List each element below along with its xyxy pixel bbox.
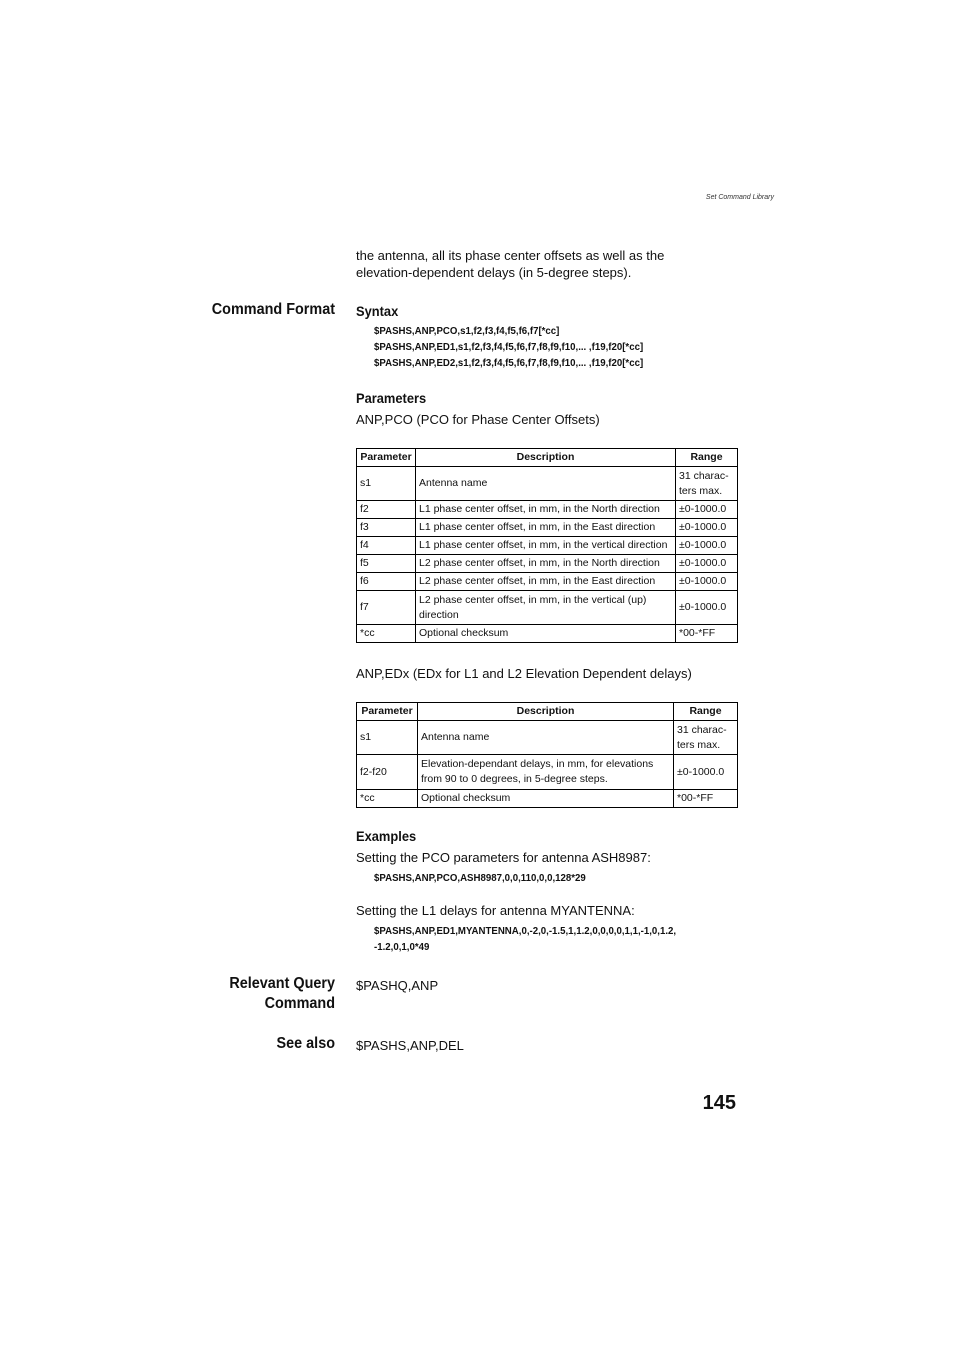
column-header: Parameter <box>357 449 416 467</box>
description-cell: L2 phase center offset, in mm, in the vertical (up) direction <box>416 591 676 625</box>
range-cell: *00-*FF <box>676 625 738 643</box>
param-cell: f2-f20 <box>357 755 418 790</box>
table-row <box>357 755 738 790</box>
range-cell: *00-*FF <box>674 790 738 808</box>
description-cell: L2 phase center offset, in mm, in the East direction <box>416 573 676 591</box>
table-row <box>357 573 738 591</box>
syntax-heading: Syntax <box>356 303 399 319</box>
param-cell: f2 <box>357 501 416 519</box>
range-cell: ±0-1000.0 <box>676 555 738 573</box>
param-cell: s1 <box>357 467 416 501</box>
description-cell: L1 phase center offset, in mm, in the East direction <box>416 519 676 537</box>
see-also-heading: See also <box>276 1035 335 1052</box>
description-cell: Antenna name <box>416 467 676 501</box>
range-cell: ±0-1000.0 <box>674 755 738 790</box>
example-code: $PASHS,ANP,PCO,ASH8987,0,0,110,0,0,128*29 <box>374 872 586 884</box>
column-header: Range <box>674 703 738 721</box>
example-code-block <box>374 923 702 955</box>
column-header: Parameter <box>357 703 418 721</box>
table-row <box>357 537 738 555</box>
column-header: Description <box>418 703 674 721</box>
table-row <box>357 519 738 537</box>
example-description: Setting the L1 delays for antenna MYANTENNA: <box>356 903 635 918</box>
range-cell: ±0-1000.0 <box>676 501 738 519</box>
table-row <box>357 625 738 643</box>
description-cell: Optional checksum <box>416 625 676 643</box>
table-row <box>357 591 738 625</box>
range-cell: 31 charac-ters max. <box>676 467 738 501</box>
range-cell: ±0-1000.0 <box>676 591 738 625</box>
command-format-heading: Command Format <box>211 301 335 318</box>
pco-caption: ANP,PCO (PCO for Phase Center Offsets) <box>356 412 600 427</box>
intro-line: elevation-dependent delays (in 5-degree steps). <box>356 265 632 280</box>
column-header: Range <box>676 449 738 467</box>
range-cell: ±0-1000.0 <box>676 537 738 555</box>
table-row <box>357 790 738 808</box>
heading-line: Command <box>264 995 335 1012</box>
edx-parameter-table <box>356 702 738 808</box>
pco-parameter-table <box>356 448 738 643</box>
example-code-line: $PASHS,ANP,ED1,MYANTENNA,0,-2,0,-1.5,1,1.2,0,0,0,0,1,1,-1,0,1.2, <box>374 925 677 937</box>
edx-caption: ANP,EDx (EDx for L1 and L2 Elevation Dependent delays) <box>356 666 692 681</box>
syntax-code-block <box>374 323 667 371</box>
description-cell: L2 phase center offset, in mm, in the North direction <box>416 555 676 573</box>
param-cell: f7 <box>357 591 416 625</box>
relevant-query-value: $PASHQ,ANP <box>356 978 439 993</box>
page-number: 145 <box>702 1092 736 1114</box>
table-row <box>357 501 738 519</box>
column-header: Description <box>416 449 676 467</box>
param-cell: f4 <box>357 537 416 555</box>
heading-line: Relevant Query <box>229 975 335 992</box>
running-header: Set Command Library <box>705 194 774 201</box>
range-cell: 31 charac-ters max. <box>674 721 738 755</box>
relevant-query-heading <box>155 974 335 1014</box>
example-code-line: -1.2,0,1,0*49 <box>374 941 430 953</box>
param-cell: *cc <box>357 625 416 643</box>
param-cell: *cc <box>357 790 418 808</box>
example-description: Setting the PCO parameters for antenna ASH8987: <box>356 850 651 865</box>
description-cell: Antenna name <box>418 721 674 755</box>
description-cell: L1 phase center offset, in mm, in the North direction <box>416 501 676 519</box>
range-cell: ±0-1000.0 <box>676 519 738 537</box>
description-cell: L1 phase center offset, in mm, in the vertical direction <box>416 537 676 555</box>
parameters-heading: Parameters <box>356 390 427 406</box>
param-cell: f6 <box>357 573 416 591</box>
syntax-line: $PASHS,ANP,ED1,s1,f2,f3,f4,f5,f6,f7,f8,f9,f10,... ,f19,f20[*cc] <box>374 341 644 353</box>
table-header-row <box>357 449 738 467</box>
intro-line: the antenna, all its phase center offsets as well as the <box>356 248 665 263</box>
syntax-line: $PASHS,ANP,PCO,s1,f2,f3,f4,f5,f6,f7[*cc] <box>374 325 560 337</box>
syntax-line: $PASHS,ANP,ED2,s1,f2,f3,f4,f5,f6,f7,f8,f9,f10,... ,f19,f20[*cc] <box>374 357 644 369</box>
param-cell: s1 <box>357 721 418 755</box>
examples-heading: Examples <box>356 828 417 844</box>
table-header-row <box>357 703 738 721</box>
range-cell: ±0-1000.0 <box>676 573 738 591</box>
param-cell: f3 <box>357 519 416 537</box>
see-also-value: $PASHS,ANP,DEL <box>356 1038 464 1053</box>
intro-paragraph <box>356 247 736 281</box>
table-row <box>357 721 738 755</box>
description-cell: Optional checksum <box>418 790 674 808</box>
table-row <box>357 555 738 573</box>
table-row <box>357 467 738 501</box>
param-cell: f5 <box>357 555 416 573</box>
description-cell: Elevation-dependant delays, in mm, for elevations from 90 to 0 degrees, in 5-degree steps. <box>418 755 674 790</box>
